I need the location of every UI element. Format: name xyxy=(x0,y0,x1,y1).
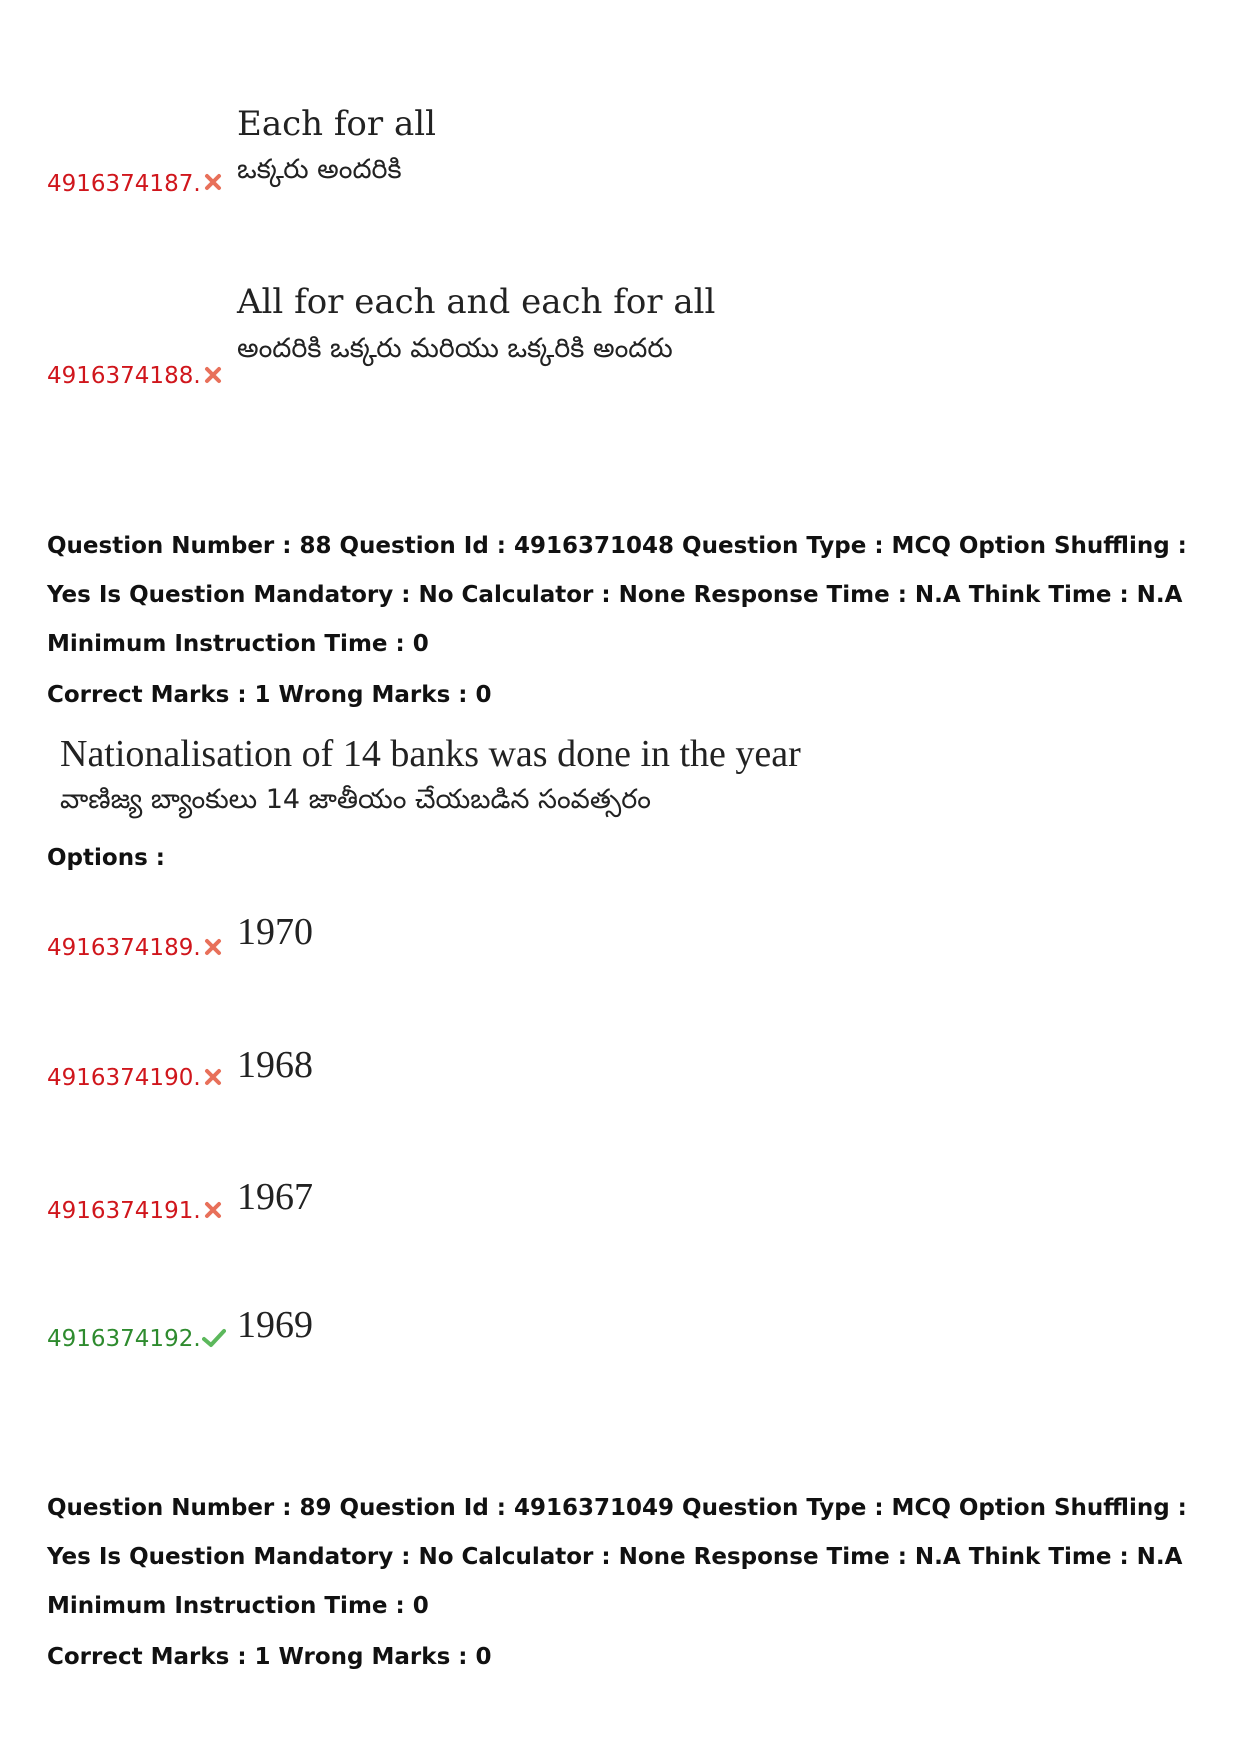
option-id: 4916374187. xyxy=(47,171,201,197)
option-text-te: అందరికి ఒక్కరు మరియు ఒక్కరికి అందరు xyxy=(237,333,673,364)
option-text: 1967 xyxy=(237,1176,313,1218)
cross-icon xyxy=(204,173,222,191)
cross-icon xyxy=(204,366,222,384)
option-text-en: Each for all xyxy=(237,104,436,144)
option-text-en: All for each and each for all xyxy=(237,282,716,322)
option-text-te: ఒక్కరు అందరికి xyxy=(237,154,402,185)
question-text-en: Nationalisation of 14 banks was done in the year xyxy=(60,733,801,775)
cross-icon xyxy=(204,1201,222,1219)
question-text-te: వాణిజ్య బ్యాంకులు 14 జాతీయం చేయబడిన సంవత్సరం xyxy=(60,784,651,815)
option-id: 4916374189. xyxy=(47,935,201,961)
question-meta: Question Number : 89 Question Id : 4916371049 Question Type : MCQ Option Shuffling : Yes Is Question Mandatory : No Calculator : None Response Time : N.A Think Time : N.A Minimum Instruction Time : 0 xyxy=(47,1495,1187,1619)
cross-icon xyxy=(204,1068,222,1086)
question-marks: Correct Marks : 1 Wrong Marks : 0 xyxy=(47,682,492,708)
cross-icon xyxy=(204,938,222,956)
option-id: 4916374190. xyxy=(47,1065,201,1091)
option-text: 1968 xyxy=(237,1044,313,1086)
option-id: 4916374191. xyxy=(47,1198,201,1224)
question-marks: Correct Marks : 1 Wrong Marks : 0 xyxy=(47,1644,492,1670)
option-id: 4916374192. xyxy=(47,1326,201,1352)
question-meta: Question Number : 88 Question Id : 4916371048 Question Type : MCQ Option Shuffling : Yes Is Question Mandatory : No Calculator : None Response Time : N.A Think Time : N.A Minimum Instruction Time : 0 xyxy=(47,533,1187,657)
option-id: 4916374188. xyxy=(47,363,201,389)
check-icon xyxy=(202,1328,226,1348)
option-text: 1970 xyxy=(237,911,313,953)
option-text: 1969 xyxy=(237,1304,313,1346)
options-label: Options : xyxy=(47,845,165,871)
